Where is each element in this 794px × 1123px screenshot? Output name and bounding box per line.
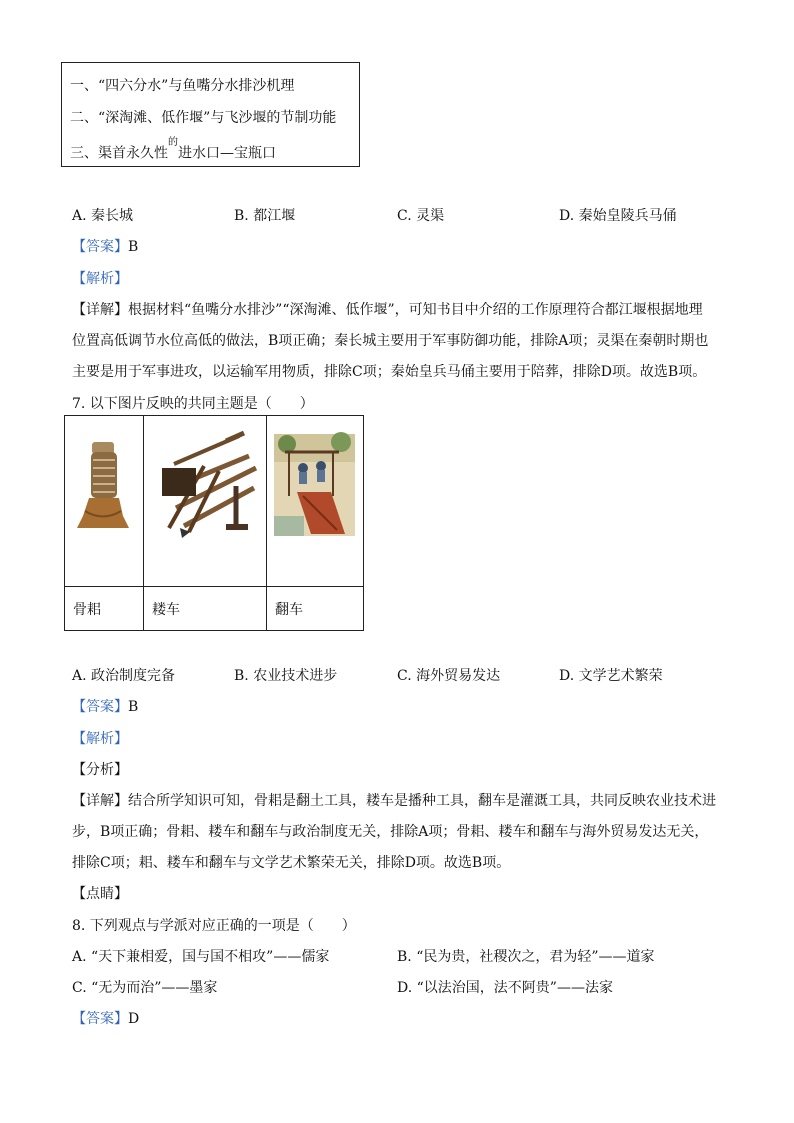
- material-line-3-b: 进水口—宝瓶口: [178, 145, 276, 162]
- caption-bone-spade: 骨耜: [65, 587, 144, 631]
- detail-text: 根据材料“鱼嘴分水排沙”“深淘滩、低作堰”，可知书目中介绍的工作原理符合都江堰根据地理: [128, 302, 703, 318]
- q7-stem: 7. 以下图片反映的共同主题是（ ）: [72, 396, 314, 412]
- material-line-1: 一、“四六分水”与鱼嘴分水排沙机理: [70, 78, 295, 94]
- bone-spade-image: [65, 416, 143, 582]
- q7-option-c: C. 海外贸易发达: [397, 668, 501, 684]
- q7-detail-2: 步，B项正确；骨耜、耧车和翻车与政治制度无关，排除A项；骨耜、耧车和翻车与海外贸易发达无关，: [72, 824, 709, 840]
- material-line-3-a: 三、渠首永久性: [70, 145, 168, 162]
- caption-seed-drill: 耧车: [144, 587, 267, 631]
- material-line-3-sup: 的: [168, 137, 178, 148]
- material-line-3: [70, 137, 276, 163]
- answer-value: B: [128, 699, 139, 715]
- q7-image-table: [64, 415, 364, 631]
- q7-analysis-tag: 【解析】: [72, 731, 128, 747]
- q6-detail-3: 主要是用于军事进攻，以运输军用物质，排除C项；秦始皇兵马俑主要用于陪葬，排除D项。故选B项。: [72, 364, 707, 380]
- q6-detail-2: 位置高低调节水位高低的做法，B项正确；秦长城主要用于军事防御功能，排除A项；灵渠在秦朝时期也: [72, 333, 709, 349]
- q6-option-d: D. 秦始皇陵兵马俑: [559, 208, 677, 224]
- q8-option-c: C. “无为而治”——墨家: [72, 980, 218, 996]
- q8-option-a: A. “天下兼相爱，国与国不相攻”——儒家: [72, 949, 330, 965]
- q6-option-a: A. 秦长城: [72, 208, 134, 224]
- q6-option-c: C. 灵渠: [397, 208, 445, 224]
- detail-tag: 【详解】: [72, 793, 128, 809]
- detail-tag: 【详解】: [72, 302, 128, 318]
- q6-answer: [72, 236, 138, 256]
- caption-water-wheel: 翻车: [267, 587, 364, 631]
- q7-option-b: B. 农业技术进步: [234, 668, 338, 684]
- q7-answer: [72, 696, 138, 716]
- q7-dianjing-tag: 【点睛】: [72, 886, 128, 902]
- answer-tag: 【答案】: [72, 1011, 128, 1027]
- q8-option-b: B. “民为贵，社稷次之，君为轻”——道家: [397, 949, 655, 965]
- seed-drill-image-cell: [144, 416, 267, 587]
- answer-tag: 【答案】: [72, 699, 128, 715]
- detail-text: 结合所学知识可知，骨耜是翻土工具，耧车是播种工具，翻车是灌溉工具，共同反映农业技术进: [128, 793, 716, 809]
- q7-detail-3: 排除C项；耜、耧车和翻车与文学艺术繁荣无关，排除D项。故选B项。: [72, 855, 511, 871]
- q6-option-b: B. 都江堰: [234, 208, 296, 224]
- bone-spade-image-cell: [65, 416, 144, 587]
- seed-drill-image: [144, 416, 266, 582]
- q6-analysis-tag: 【解析】: [72, 271, 128, 287]
- q7-fenxi-tag: 【分析】: [72, 762, 128, 778]
- q8-option-d: D. “以法治国，法不阿贵”——法家: [397, 980, 613, 996]
- answer-value: D: [128, 1011, 140, 1027]
- material-box: [61, 62, 360, 167]
- material-line-2: 二、“深淘滩、低作堰”与飞沙堰的节制功能: [70, 110, 337, 126]
- water-wheel-image: [267, 416, 363, 582]
- answer-tag: 【答案】: [72, 239, 128, 255]
- answer-value: B: [128, 239, 139, 255]
- q7-detail-1: [72, 790, 716, 810]
- q8-answer: [72, 1008, 139, 1028]
- q6-detail-1: [72, 299, 703, 319]
- water-wheel-image-cell: [267, 416, 364, 587]
- q7-option-a: A. 政治制度完备: [72, 668, 176, 684]
- q7-option-d: D. 文学艺术繁荣: [559, 668, 663, 684]
- q8-stem: 8. 下列观点与学派对应正确的一项是（ ）: [72, 918, 356, 934]
